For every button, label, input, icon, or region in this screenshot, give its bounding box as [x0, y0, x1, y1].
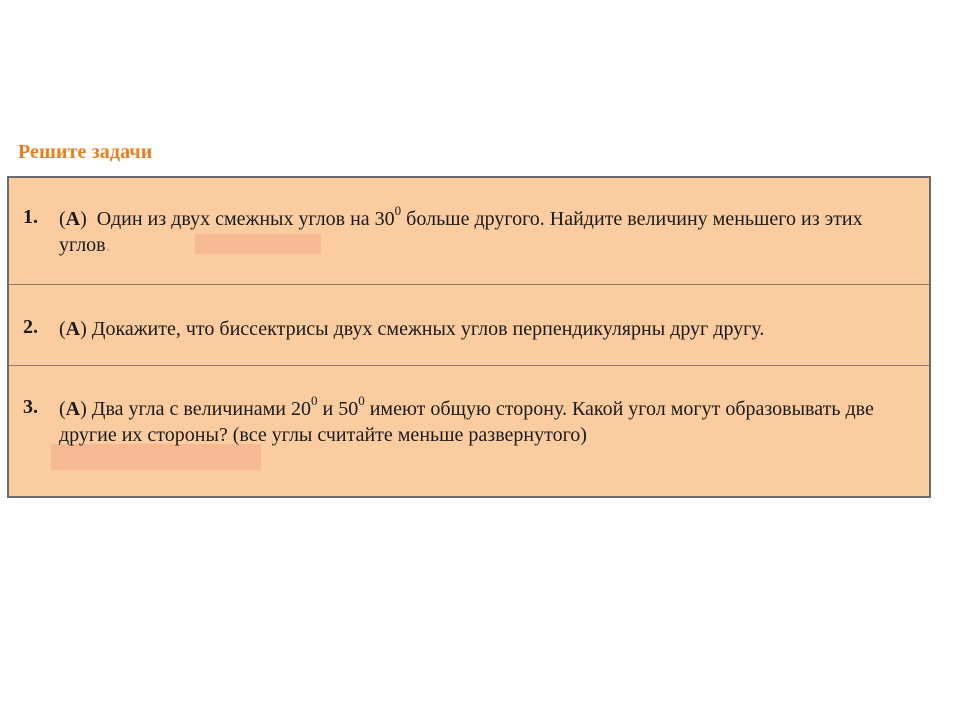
task-text: (А) Один из двух смежных углов на $30^0$ больше другого. Найдите величину меньшего из этих углов. [59, 203, 863, 256]
task-text: (А) Докажите, что биссектрисы двух смежных углов перпендикулярны друг другу. [59, 318, 765, 340]
task-number: 1. [23, 206, 38, 228]
task-level: А [65, 318, 81, 340]
task-number: 2. [23, 316, 38, 338]
task-level: А [65, 208, 81, 230]
task-table [7, 176, 931, 498]
page-title: Решите задачи [18, 141, 153, 163]
task-number: 3. [23, 396, 38, 418]
task-text: (А) Два угла с величинами $20^0$ и $50^0$ имеют общую сторону. Какой угол могут образовывать две другие их стороны? (все углы считайте меньше развернутого) [59, 393, 874, 446]
task-level: А [65, 398, 81, 420]
